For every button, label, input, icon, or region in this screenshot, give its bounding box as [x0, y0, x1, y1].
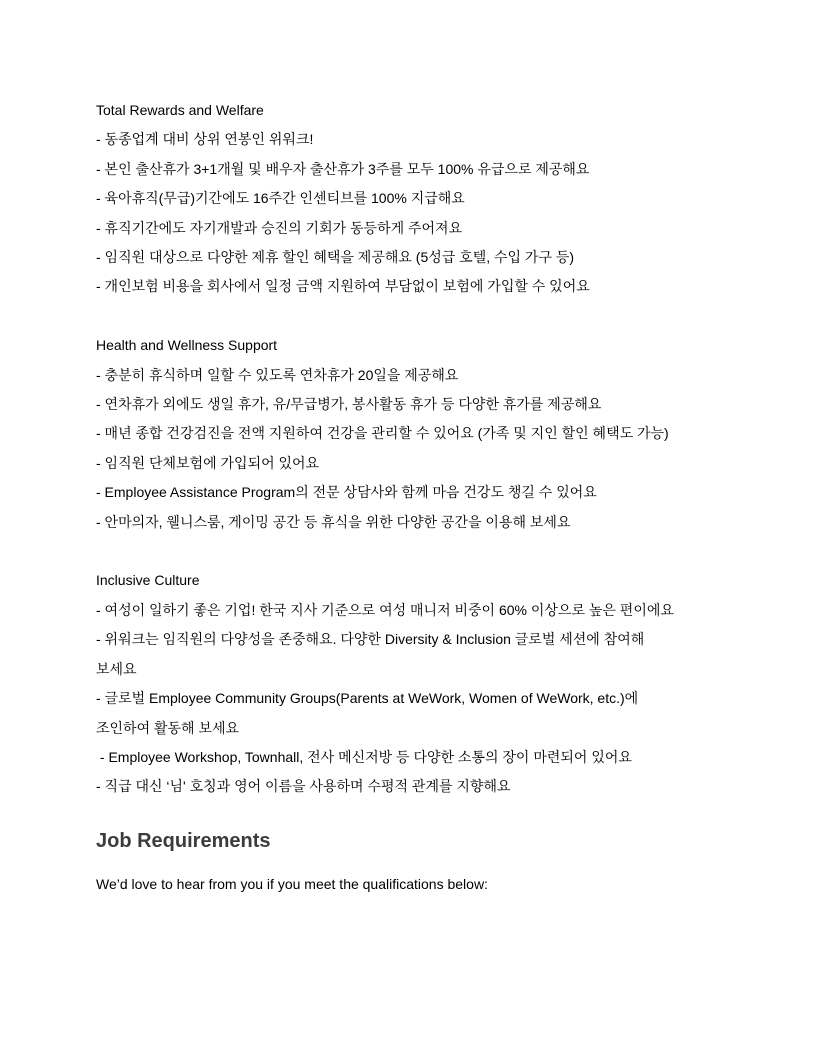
list-item: - 연차휴가 외에도 생일 휴가, 유/무급병가, 봉사활동 휴가 등 다양한 휴가를 제공해요: [96, 396, 602, 413]
section-spacer: [96, 302, 736, 331]
requirements-intro: We’d love to hear from you if you meet the qualifications below:: [96, 875, 488, 892]
culture-list: [96, 596, 736, 802]
list-item: - 개인보험 비용을 회사에서 일정 금액 지원하여 부담없이 보험에 가입할 수 있어요: [96, 278, 590, 295]
culture-heading: Inclusive Culture: [96, 572, 200, 589]
culture-section: [96, 566, 736, 801]
section-spacer: [96, 537, 736, 566]
list-item: - 위워크는 임직원의 다양성을 존중해요. 다양한 Diversity & Inclusion 글로벌 세션에 참여해: [96, 631, 645, 648]
rewards-section: [96, 96, 736, 302]
document-page: [96, 96, 736, 899]
list-item: 보세요: [96, 660, 137, 677]
list-item: 조인하여 활동해 보세요: [96, 719, 240, 736]
list-item: - 매년 종합 건강검진을 전액 지원하여 건강을 관리할 수 있어요 (가족 및 지인 할인 혜택도 가능): [96, 425, 669, 442]
list-item: - 글로벌 Employee Community Groups(Parents at WeWork, Women of WeWork, etc.)에: [96, 690, 639, 707]
health-section: [96, 331, 736, 537]
list-item: - 휴직기간에도 자기개발과 승진의 기회가 동등하게 주어져요: [96, 219, 463, 236]
list-item: - 본인 출산휴가 3+1개월 및 배우자 출산휴가 3주를 모두 100% 유급으로 제공해요: [96, 160, 590, 177]
requirements-heading: Job Requirements: [96, 829, 271, 852]
requirements-section: [96, 802, 736, 899]
list-item: - 육아휴직(무급)기간에도 16주간 인센티브를 100% 지급해요: [96, 190, 465, 207]
list-item: - 임직원 대상으로 다양한 제휴 할인 혜택을 제공해요 (5성급 호텔, 수입 가구 등): [96, 249, 575, 266]
list-item: - 동종업계 대비 상위 연봉인 위워크!: [96, 131, 314, 148]
list-item: - Employee Assistance Program의 전문 상담사와 함께 마음 건강도 챙길 수 있어요: [96, 484, 597, 501]
list-item: - 직급 대신 ‘님' 호칭과 영어 이름을 사용하며 수평적 관계를 지향해요: [96, 778, 511, 795]
list-item: - 임직원 단체보험에 가입되어 있어요: [96, 454, 320, 471]
list-item: - Employee Workshop, Townhall, 전사 메신저방 등 다양한 소통의 장이 마련되어 있어요: [96, 748, 632, 765]
list-item: - 충분히 휴식하며 일할 수 있도록 연차휴가 20일을 제공해요: [96, 366, 459, 383]
rewards-heading: Total Rewards and Welfare: [96, 102, 264, 118]
list-item: - 안마의자, 웰니스룸, 게이밍 공간 등 휴식을 위한 다양한 공간을 이용해 보세요: [96, 513, 571, 530]
health-heading: Health and Wellness Support: [96, 337, 278, 354]
list-item: - 여성이 일하기 좋은 기업! 한국 지사 기준으로 여성 매니저 비중이 60% 이상으로 높은 편이에요: [96, 601, 674, 618]
rewards-list: [96, 125, 736, 301]
health-list: [96, 361, 736, 537]
